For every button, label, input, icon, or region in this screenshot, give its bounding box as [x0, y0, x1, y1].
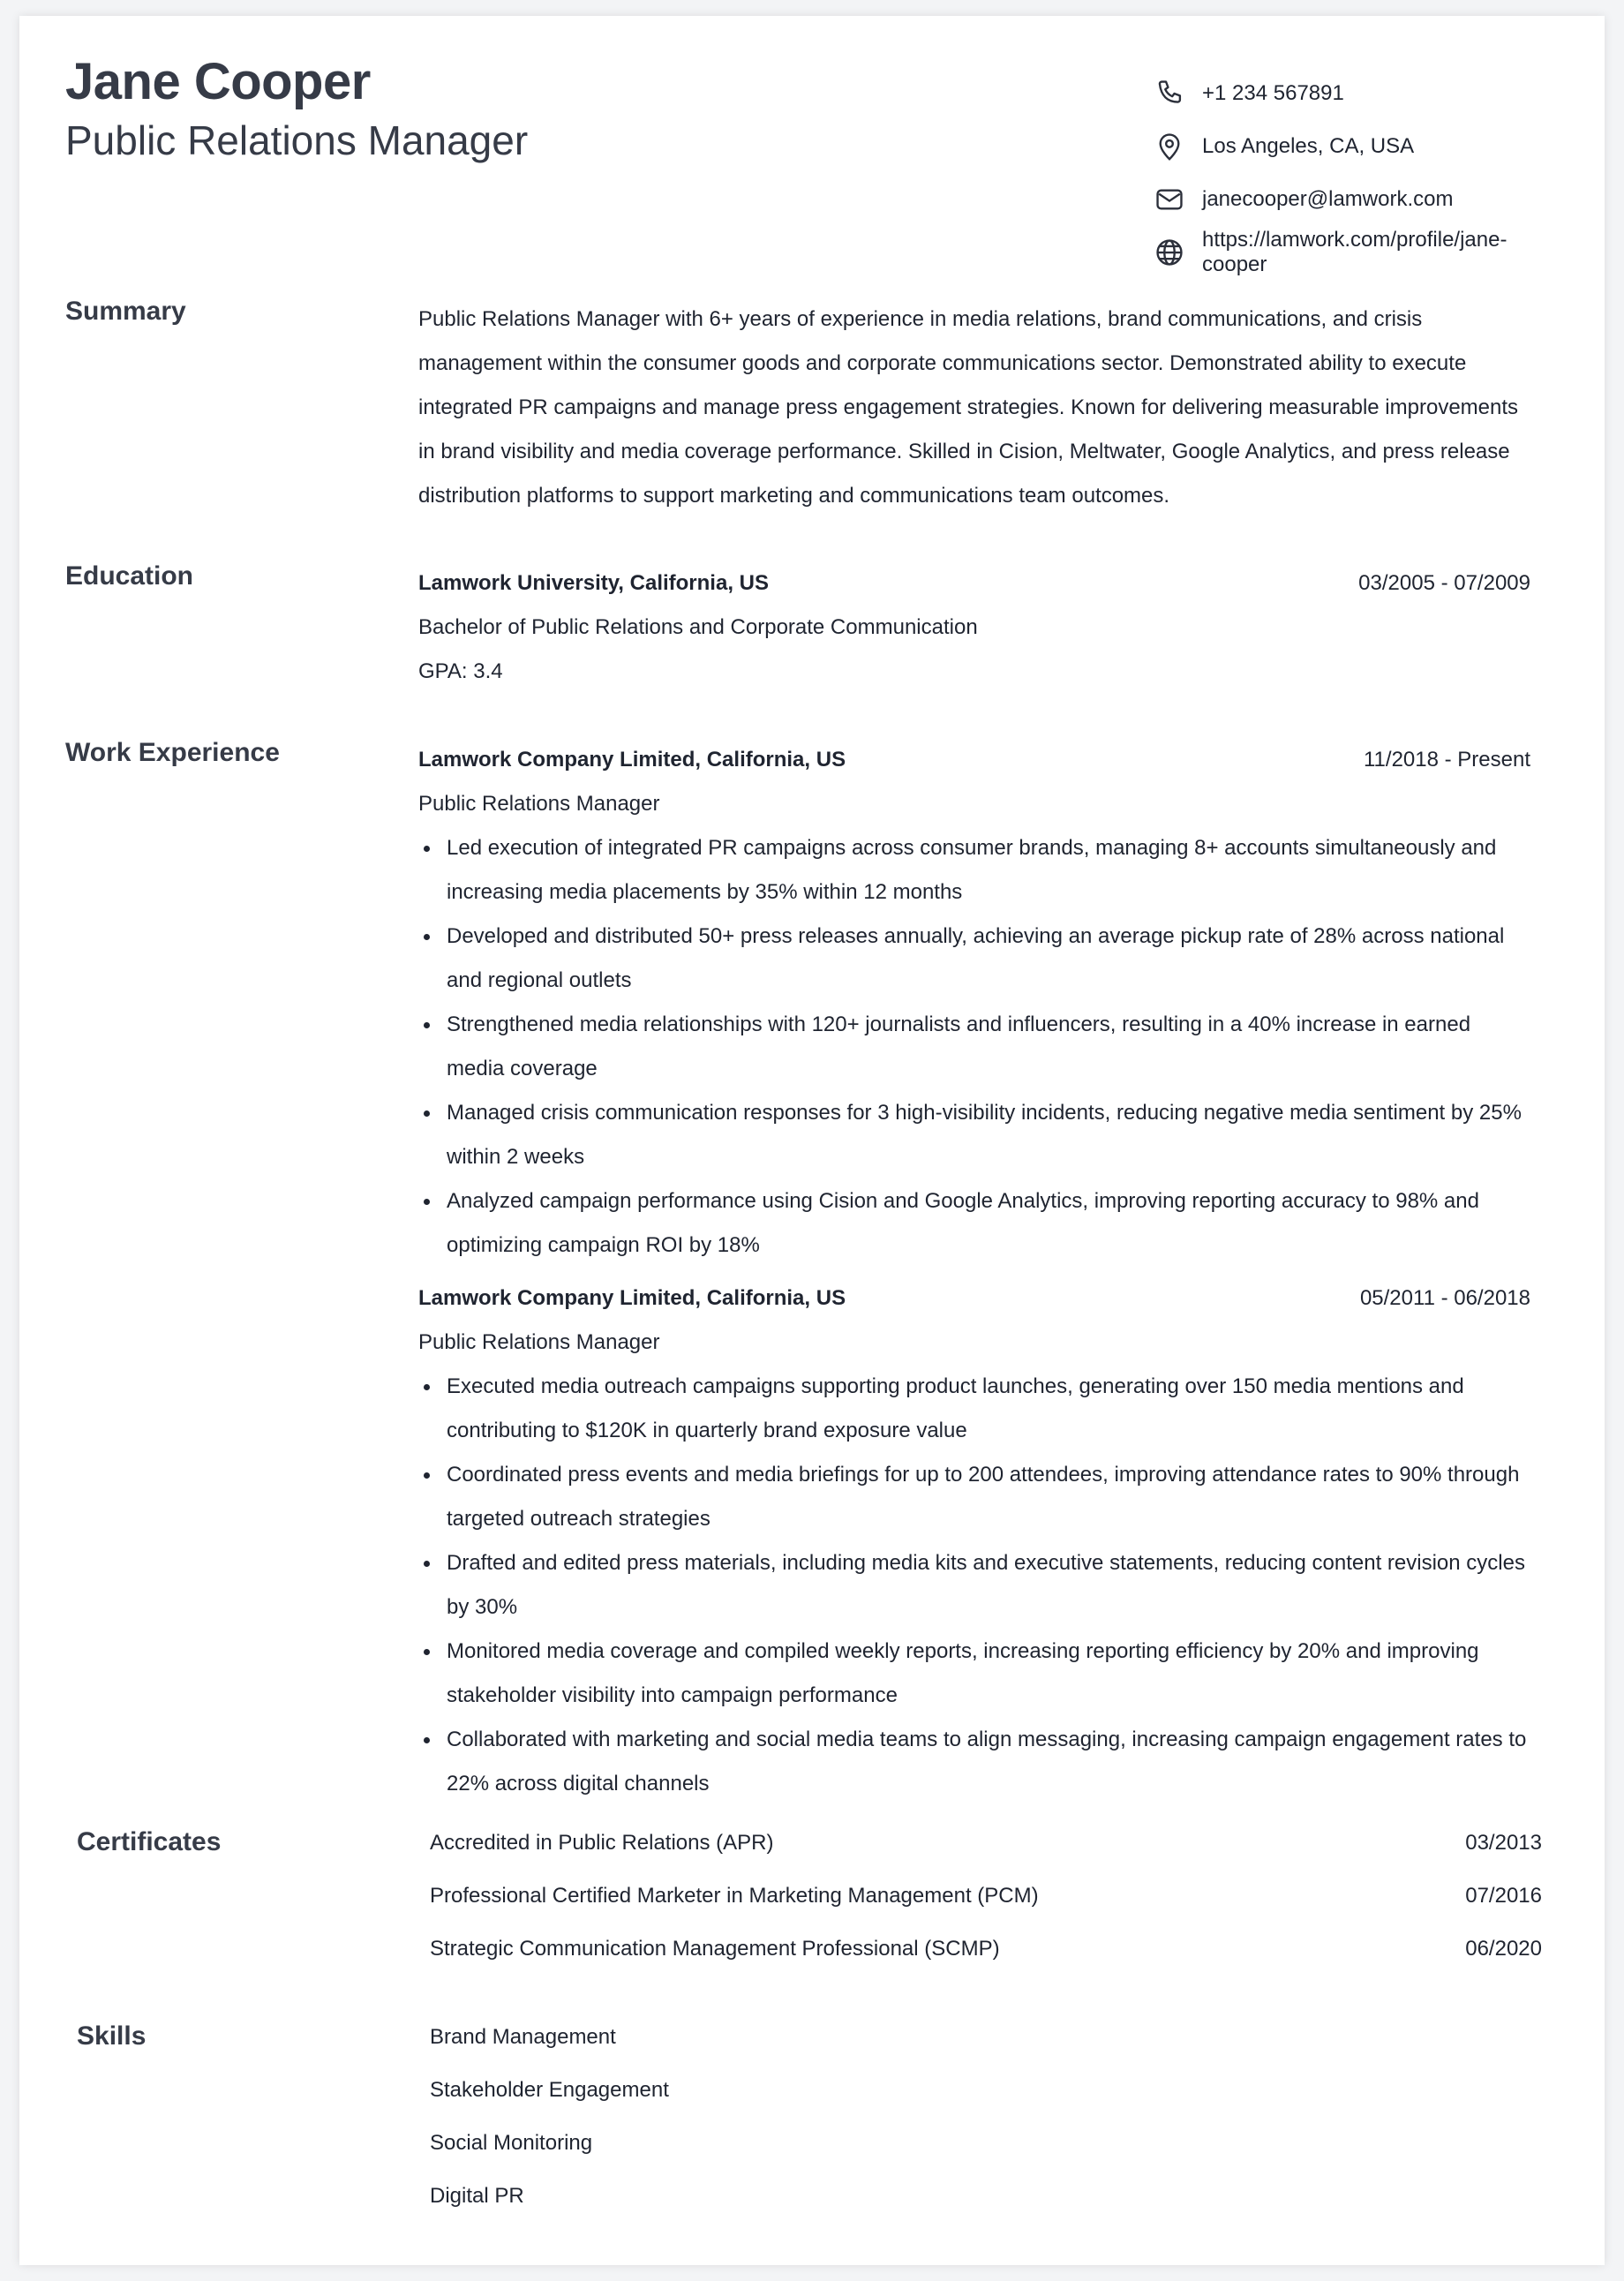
job-bullet: Drafted and edited press materials, including media kits and executive statements, reducing content revision cycles by 30%	[418, 1541, 1530, 1630]
job-bullet: Coordinated press events and media briefings for up to 200 attendees, improving attendance rates to 90% through targeted outreach strategies	[418, 1453, 1530, 1541]
company-name: Lamwork Company Limited, California, US	[418, 748, 846, 772]
job-dates: 05/2011 - 06/2018	[1359, 1286, 1530, 1310]
location-text: Los Angeles, CA, USA	[1202, 134, 1415, 158]
email-link[interactable]: janecooper@lamwork.com	[1202, 187, 1454, 211]
certificate-name: Strategic Communication Management Professional (SCMP)	[430, 1937, 1000, 1961]
summary-text: Public Relations Manager with 6+ years of experience in media relations, brand communications, and crisis management within the consumer goods and corporate communications sector. Demonstrated ability to execute integrated PR campaigns and manage press engagement strategies. Known for delivering measurable improvements in brand visibility and media coverage performance. Skilled in Cision, Meltwater, Google Analytics, and press release distribution platforms to support marketing and communications team outcomes.	[418, 307, 1519, 508]
certificate-item	[430, 1870, 1542, 1923]
job-bullet: Collaborated with marketing and social media teams to align messaging, increasing campaign engagement rates to 22% across digital channels	[418, 1718, 1530, 1806]
phone-icon	[1153, 77, 1186, 110]
skills-heading: Skills	[77, 2021, 147, 2051]
contact-email[interactable]	[1153, 173, 1566, 226]
job-bullets	[418, 1365, 1530, 1806]
certificate-name: Accredited in Public Relations (APR)	[430, 1831, 774, 1855]
contact-list	[1153, 67, 1566, 279]
education-body	[418, 561, 1530, 694]
job-entry	[418, 738, 1530, 1268]
resume-header	[65, 51, 1566, 276]
skills-list	[430, 2011, 1542, 2223]
job-role: Public Relations Manager	[418, 1330, 660, 1354]
job-entry	[418, 1276, 1530, 1806]
candidate-title: Public Relations Manager	[65, 117, 529, 163]
contact-location	[1153, 120, 1566, 173]
summary-heading: Summary	[65, 297, 186, 326]
education-heading: Education	[65, 561, 194, 591]
job-bullet: Developed and distributed 50+ press releases annually, achieving an average pickup rate of 28% across national and regional outlets	[418, 915, 1530, 1003]
candidate-name: Jane Cooper	[65, 53, 371, 110]
job-bullet: Managed crisis communication responses for 3 high-visibility incidents, reducing negative media sentiment by 25% within 2 weeks	[418, 1091, 1530, 1179]
education-dates: 03/2005 - 07/2009	[1358, 571, 1530, 595]
location-pin-icon	[1153, 130, 1186, 163]
job-header	[418, 1276, 1530, 1321]
resume-page	[19, 16, 1605, 2265]
company-name: Lamwork Company Limited, California, US	[418, 1286, 846, 1310]
degree-name: Bachelor of Public Relations and Corporate Communication	[418, 615, 978, 639]
contact-website[interactable]	[1153, 226, 1566, 279]
job-role: Public Relations Manager	[418, 792, 660, 816]
mail-icon	[1153, 183, 1186, 216]
certificate-date: 07/2016	[1465, 1884, 1542, 1908]
gpa-value: GPA: 3.4	[418, 659, 503, 683]
job-bullets	[418, 826, 1530, 1268]
job-bullet: Analyzed campaign performance using Cision and Google Analytics, improving reporting accuracy to 98% and optimizing campaign ROI by 18%	[418, 1179, 1530, 1268]
certificates-body	[430, 1817, 1542, 1976]
job-bullet: Monitored media coverage and compiled weekly reports, increasing reporting efficiency by 20% and improving stakeholder visibility into campaign performance	[418, 1630, 1530, 1718]
job-bullet: Led execution of integrated PR campaigns across consumer brands, managing 8+ accounts simultaneously and increasing media placements by 35% within 12 months	[418, 826, 1530, 915]
website-link[interactable]: https://lamwork.com/profile/jane-cooper	[1202, 228, 1507, 276]
globe-icon	[1153, 236, 1186, 269]
job-dates: 11/2018 - Present	[1363, 748, 1530, 772]
certificate-item	[430, 1817, 1542, 1870]
certificates-section	[65, 1827, 1566, 2004]
certificates-heading: Certificates	[77, 1827, 222, 1856]
skill-item: Social Monitoring	[430, 2131, 593, 2155]
job-bullet: Strengthened media relationships with 120+ journalists and influencers, resulting in a 40% increase in earned media coverage	[418, 1003, 1530, 1091]
contact-phone	[1153, 67, 1566, 120]
work-body	[418, 738, 1530, 1815]
certificate-name: Professional Certified Marketer in Marketing Management (PCM)	[430, 1884, 1039, 1908]
certificate-date: 03/2013	[1465, 1831, 1542, 1855]
education-entry-header	[418, 561, 1530, 606]
summary-section	[65, 297, 1566, 535]
work-section	[65, 738, 1566, 1806]
job-header	[418, 738, 1530, 782]
phone-text: +1 234 567891	[1202, 81, 1344, 105]
skill-item: Stakeholder Engagement	[430, 2078, 669, 2102]
work-heading: Work Experience	[65, 738, 280, 767]
certificate-item	[430, 1923, 1542, 1976]
skills-section	[65, 2021, 1566, 2251]
skill-item: Brand Management	[430, 2025, 616, 2049]
education-section	[65, 561, 1566, 711]
skill-item: Digital PR	[430, 2184, 524, 2208]
school-name: Lamwork University, California, US	[418, 571, 769, 595]
job-bullet: Executed media outreach campaigns supporting product launches, generating over 150 media mentions and contributing to $120K in quarterly brand exposure value	[418, 1365, 1530, 1453]
certificate-date: 06/2020	[1465, 1937, 1542, 1961]
